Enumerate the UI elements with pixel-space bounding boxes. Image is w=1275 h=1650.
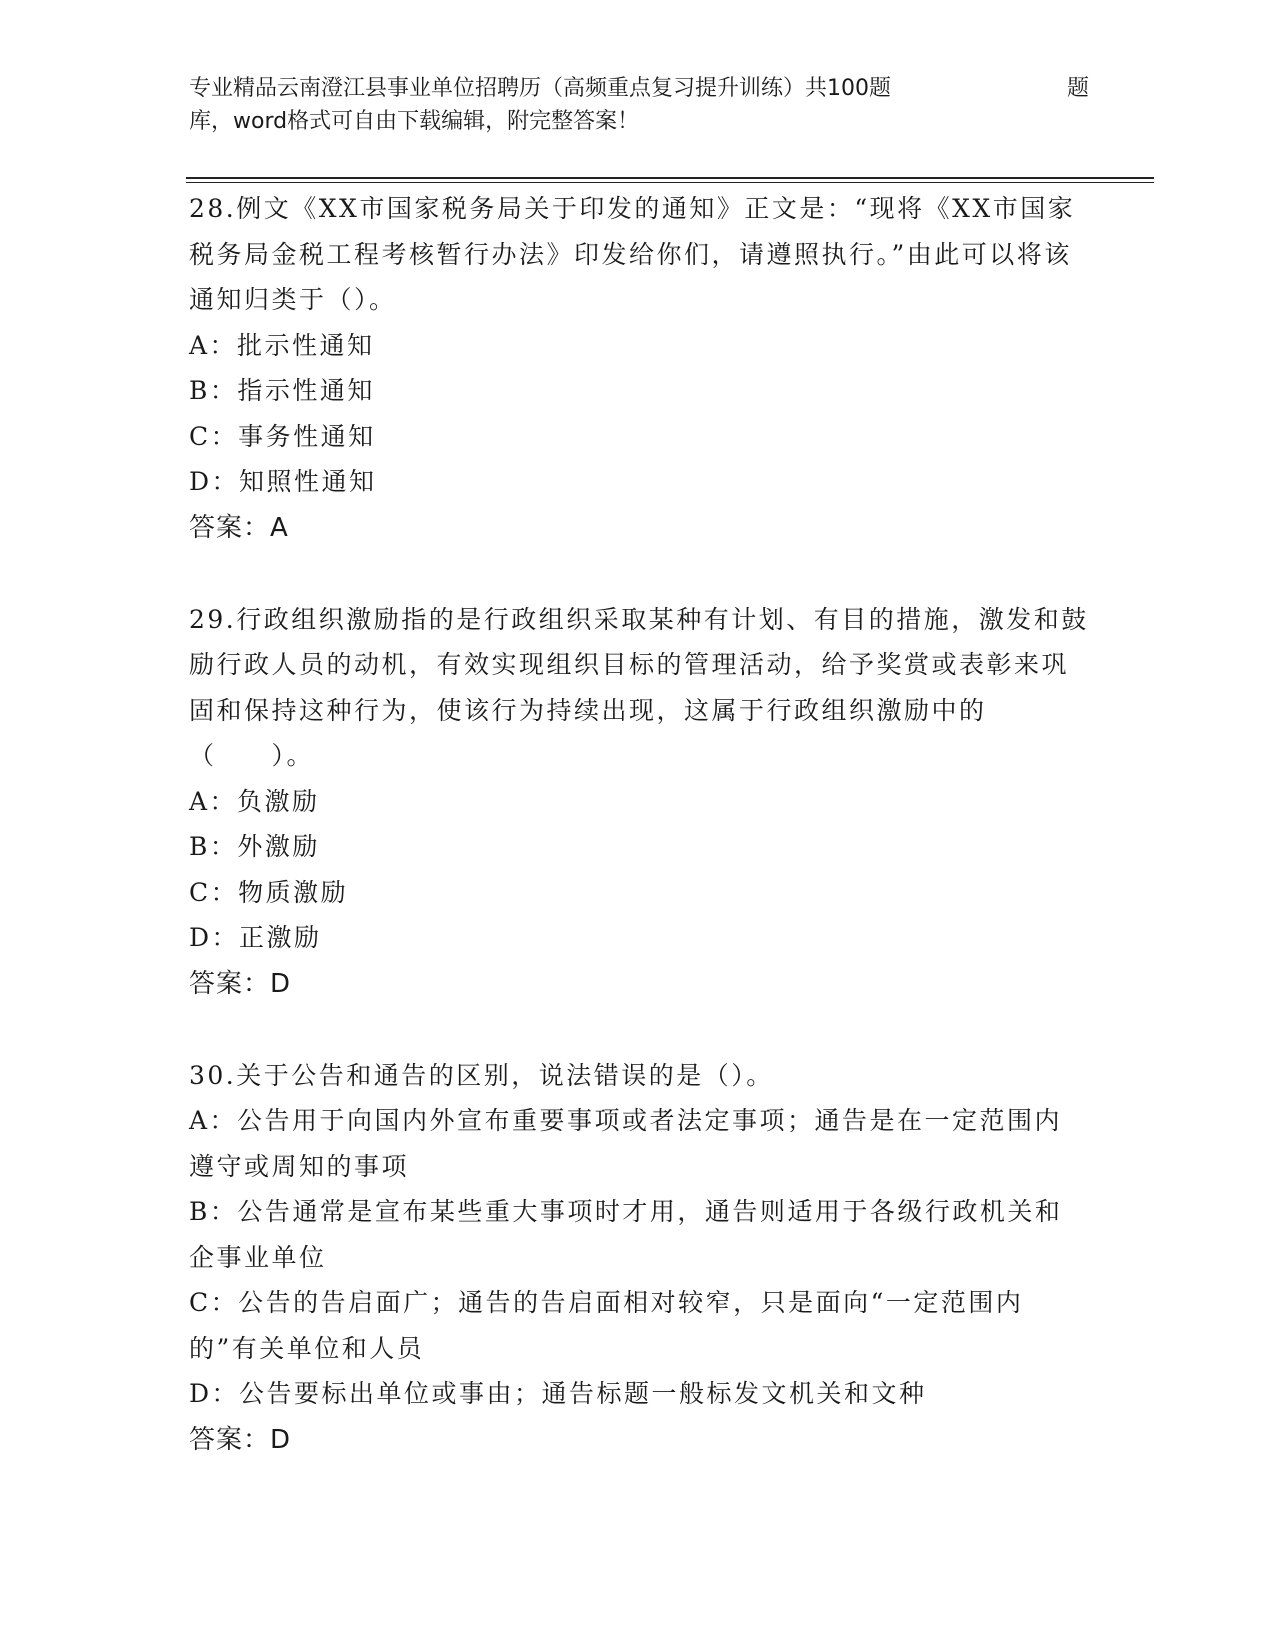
- option-b: B：外激励: [189, 832, 320, 861]
- question-stem: 28.例文《XX市国家税务局关于印发的通知》正文是：“现将《XX市国家税务局金税工程考核暂行办法》印发给你们，请遵照执行。”由此可以将该通知归类于（）。: [189, 194, 1076, 314]
- option-b: B：公告通常是宣布某些重大事项时才用，通告则适用于各级行政机关和企事业单位: [189, 1197, 1063, 1272]
- header-title: 专业精品云南澄江县事业单位招聘历（高频重点复习提升训练）共100题: [189, 76, 891, 101]
- option-d: D：正激励: [189, 923, 322, 952]
- option-a: A：公告用于向国内外宣布重要事项或者法定事项；通告是在一定范围内遵守或周知的事项: [189, 1106, 1063, 1181]
- question-list: [189, 186, 1089, 1509]
- option-d: D：知照性通知: [189, 467, 377, 496]
- option-c: C：事务性通知: [189, 421, 376, 451]
- header-line-1: [189, 72, 1089, 105]
- document-header: [189, 72, 1089, 138]
- answer-label: 答案：D: [189, 968, 292, 999]
- question-29: [189, 597, 1089, 1007]
- header-line-2: 库，word格式可自由下载编辑，附完整答案！: [189, 109, 640, 134]
- option-a: A：批示性通知: [189, 330, 375, 360]
- question-stem: 29.行政组织激励指的是行政组织采取某种有计划、有目的措施，激发和鼓励行政人员的动机，有效实现组织目标的管理活动，给予奖赏或表彰来巩固和保持这种行为，使该行为持续出现，这属于行政组织激励中的（ ）。: [189, 604, 1089, 770]
- header-divider-thin: [186, 182, 1154, 183]
- question-28: [189, 186, 1089, 551]
- answer-label: 答案：D: [189, 1424, 292, 1455]
- option-a: A：负激励: [189, 786, 320, 816]
- question-stem: 30.关于公告和通告的区别，说法错误的是（）。: [189, 1060, 774, 1090]
- option-c: C：物质激励: [189, 877, 349, 907]
- question-30: [189, 1053, 1089, 1463]
- option-c: C：公告的告启面广；通告的告启面相对较窄，只是面向“一定范围内的”有关单位和人员: [189, 1288, 1024, 1363]
- header-title-tail: 题: [1066, 76, 1089, 101]
- option-d: D：公告要标出单位或事由；通告标题一般标发文机关和文种: [189, 1379, 927, 1408]
- answer-label: 答案：A: [189, 512, 289, 543]
- option-b: B：指示性通知: [189, 376, 375, 405]
- header-divider-thick: [186, 177, 1154, 179]
